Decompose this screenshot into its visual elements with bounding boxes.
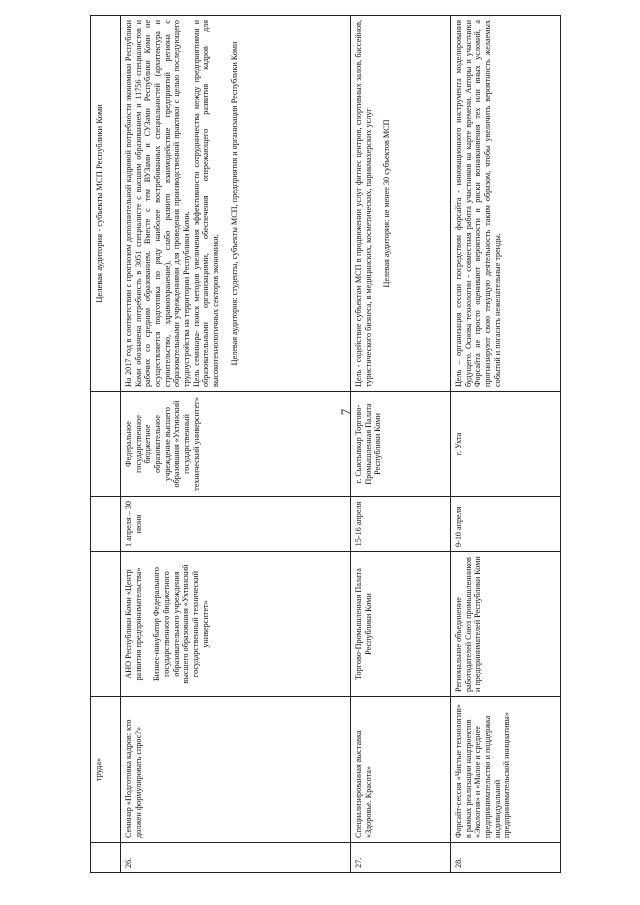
audience-header-cell — [91, 16, 121, 392]
continued-name: труда» — [94, 757, 103, 782]
num-cell — [91, 843, 121, 873]
event-date: 1 апреля – 30 июня — [121, 497, 351, 552]
event-place: г. Ухта — [451, 392, 561, 497]
rotated-table-container — [90, 16, 560, 873]
event-description-cell — [121, 16, 351, 392]
event-name: Специализированная выставка «Здоровье. Красота» — [351, 697, 451, 843]
organizer: Торгово-Промышленная Палата Республики Коми — [351, 552, 451, 697]
events-table — [90, 15, 561, 873]
event-place: г. Сыктывкар Торгово-Промышленная Палата Республики Коми — [351, 392, 451, 497]
place-cell — [91, 392, 121, 497]
name-cell — [91, 697, 121, 843]
co-organizer: Бизнес-инкубатор Федерального государственного бюджетного образовательного учреждения высшего образования «Ухтинский государственный технический университет» — [152, 564, 210, 684]
row-number: 26. — [121, 843, 351, 873]
event-description-cell — [451, 16, 561, 392]
organizer-cell — [121, 552, 351, 697]
event-description: Цель – организация сессии посредством форсайта - инновационного инструмента моделирования будущего. Основа технологии - совместная работа участников на карте времени. Авторы и участники Форсайта не просто оценивают вероятности и риски возникновения тех или иных условий, а прогнозируют свою текущую деятельность таким образом, чтобы увеличить вероятность желаемых событий и погасить нежелательные тренды. — [454, 20, 502, 387]
date-cell — [91, 497, 121, 552]
event-description: Цель - содействие субъектам МСП в продвижении услуг фитнес центров, спортивных залов, бассейнов, туристического бизнеса, в медицинских, косметических, парикмахерских услуг — [354, 20, 373, 387]
row-number: 27. — [351, 843, 451, 873]
organizer: АНО Республики Коми «Центр развития предпринимательства» — [124, 567, 143, 681]
event-place: Федеральное государственное бюджетное образовательное учреждение высшего образования «Ухтинский государственный технический университет» — [121, 392, 351, 497]
target-audience: Целевая аудитория: студенты, субъекты МСП, предприятия и организации Республики Коми — [229, 41, 239, 366]
event-goal: Цель семинара- поиск методов увеличения эффективности сотрудничества между предприятиями и образовательными организациями, обеспечения опережающего развития кадров для высокотехнологичных секторов экономики. — [191, 20, 221, 387]
organizer-cell — [91, 552, 121, 697]
audience-header: Целевая аудитория - субъекты МСП Республики Коми — [94, 104, 104, 303]
row-number: 28. — [451, 843, 561, 873]
event-date: 9-10 апреля — [451, 497, 561, 552]
event-description-cell — [351, 16, 451, 392]
event-date: 15-16 апреля — [351, 497, 451, 552]
event-name: Форсайт-сессия «Чистые технологии» в рамках реализации нацпроектов «Экология» и «Малое и среднее предпринимательство и поддержка индивидуальной предпринимательской инициативы» — [451, 697, 561, 843]
organizer: Региональное объединение работодателей Союз промышленников и предпринимателей Республики Коми — [451, 552, 561, 697]
table-row — [351, 16, 451, 873]
table-row — [91, 16, 121, 873]
event-description: На 2017 год в соответствии с прогнозом дополнительной кадровой потребности экономики Республики Коми обозначена потребность в 3051 специалисте с высшим образованием и 11756 специалистов и рабочих со средним образованием. Вместе с тем ВУЗами и СУЗами Республики Коми не осуществляется подготовка по ряду наиболее востребованных специальностей (архитектура и строительство, здравоохранение), слабо развито взаимодействие предприятий региона с образовательными учреждениями для проведения производственной практики с целью последующего трудоустройства на территории Республики Коми. — [124, 20, 192, 387]
event-name: Семинар «Подготовка кадров: кто должен формулировать спрос?» — [121, 697, 351, 843]
target-audience: Целевая аудитория: не менее 30 субъектов МСП — [382, 119, 392, 288]
table-row — [451, 16, 561, 873]
table-row — [121, 16, 351, 873]
page-number: 7 — [338, 408, 353, 416]
